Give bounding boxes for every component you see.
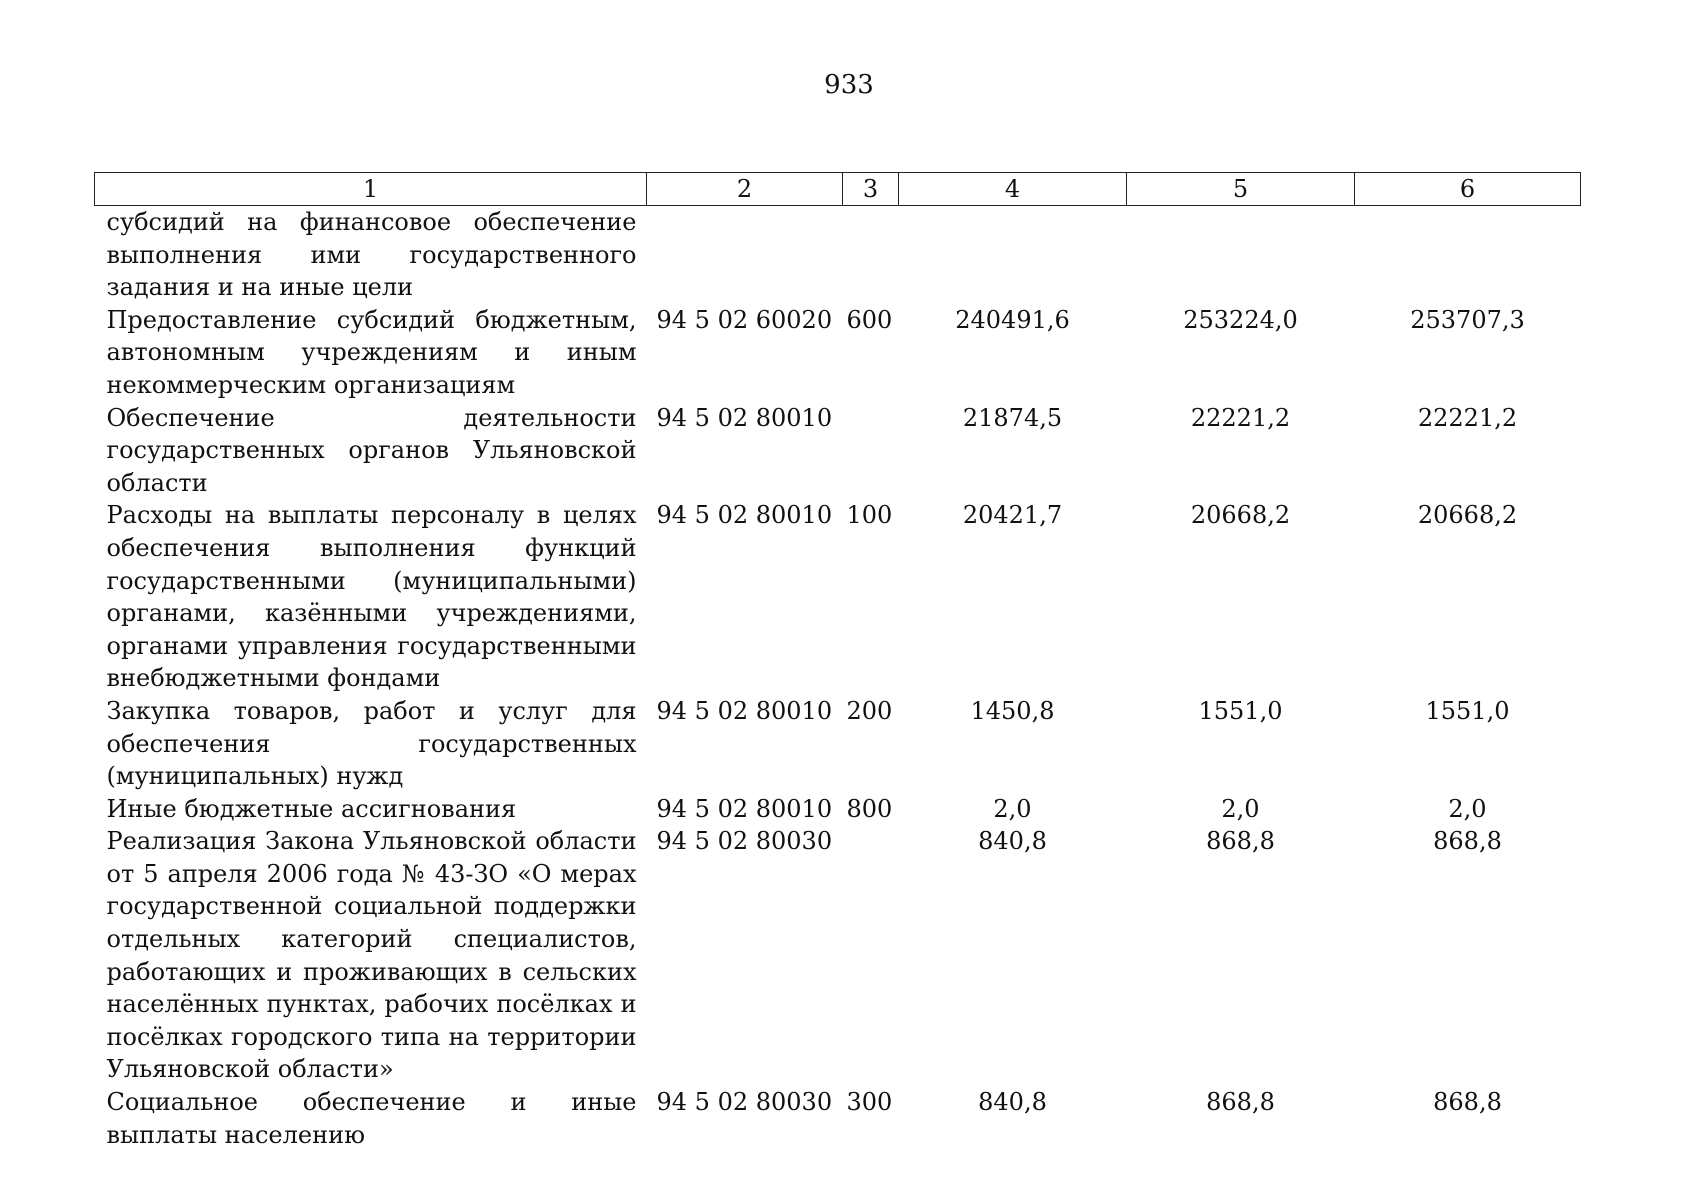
row-target-code: 94 5 02 80010 bbox=[656, 501, 833, 530]
row-value-col5: 868,8 bbox=[1206, 827, 1275, 856]
row-value-col5: 868,8 bbox=[1206, 1088, 1275, 1117]
table-row bbox=[95, 695, 1581, 793]
row-expense-type: 200 bbox=[846, 696, 893, 725]
row-target-code: 94 5 02 60020 bbox=[656, 305, 833, 334]
row-expense-type: 300 bbox=[846, 1088, 893, 1117]
row-value-col6: 1551,0 bbox=[1425, 696, 1510, 725]
row-target-code: 94 5 02 80010 bbox=[656, 696, 833, 725]
row-target-code: 94 5 02 80010 bbox=[656, 403, 833, 432]
table-row bbox=[95, 793, 1581, 826]
row-value-col5 bbox=[1127, 206, 1355, 304]
row-value-col5: 20668,2 bbox=[1190, 501, 1291, 530]
row-value-col4 bbox=[899, 206, 1127, 304]
row-value-col6: 2,0 bbox=[1448, 794, 1487, 823]
row-description: Обеспечение деятельности государственных органов Ульяновской области bbox=[106, 403, 637, 497]
table-row bbox=[95, 1086, 1581, 1151]
row-value-col6: 253707,3 bbox=[1410, 305, 1525, 334]
row-description: Предоставление субсидий бюджетным, автономным учреждениям и иным некоммерческим организациям bbox=[106, 305, 637, 399]
column-header: 2 bbox=[647, 173, 843, 206]
row-expense-type bbox=[843, 825, 899, 1086]
row-value-col6 bbox=[1355, 206, 1581, 304]
row-expense-type bbox=[843, 402, 899, 500]
row-value-col6: 22221,2 bbox=[1417, 403, 1518, 432]
budget-table bbox=[94, 172, 1581, 1151]
row-expense-type: 800 bbox=[846, 794, 893, 823]
row-description: Расходы на выплаты персоналу в целях обеспечения выполнения функций государственными (муниципальными) органами, казёнными учреждениями, органами управления государственными внебюджетными фондами bbox=[106, 501, 637, 693]
row-target-code: 94 5 02 80030 bbox=[656, 1088, 833, 1117]
row-target-code: 94 5 02 80010 bbox=[656, 794, 833, 823]
row-expense-type: 600 bbox=[846, 305, 893, 334]
header-row bbox=[95, 173, 1581, 206]
row-value-col5: 2,0 bbox=[1221, 794, 1260, 823]
row-value-col4: 20421,7 bbox=[962, 501, 1063, 530]
column-header: 1 bbox=[95, 173, 647, 206]
column-header: 3 bbox=[843, 173, 899, 206]
column-header: 6 bbox=[1355, 173, 1581, 206]
table-row bbox=[95, 304, 1581, 402]
row-value-col4: 240491,6 bbox=[955, 305, 1070, 334]
column-header: 4 bbox=[899, 173, 1127, 206]
row-value-col4: 840,8 bbox=[978, 1088, 1047, 1117]
row-value-col5: 22221,2 bbox=[1190, 403, 1291, 432]
table-row bbox=[95, 499, 1581, 695]
row-value-col6: 868,8 bbox=[1433, 827, 1502, 856]
row-value-col4: 21874,5 bbox=[962, 403, 1063, 432]
table-row bbox=[95, 206, 1581, 304]
row-value-col5: 1551,0 bbox=[1198, 696, 1283, 725]
column-header: 5 bbox=[1127, 173, 1355, 206]
row-value-col6: 20668,2 bbox=[1417, 501, 1518, 530]
row-value-col6: 868,8 bbox=[1433, 1088, 1502, 1117]
row-expense-type bbox=[843, 206, 899, 304]
row-description: Закупка товаров, работ и услуг для обеспечения государственных (муниципальных) нужд bbox=[106, 696, 637, 791]
row-value-col4: 840,8 bbox=[978, 827, 1047, 856]
row-description: Социальное обеспечение и иные выплаты населению bbox=[106, 1088, 637, 1149]
row-description: субсидий на финансовое обеспечение выполнения ими государственного задания и на иные цели bbox=[106, 208, 637, 302]
table-row bbox=[95, 825, 1581, 1086]
row-target-code: 94 5 02 80030 bbox=[656, 827, 833, 856]
page-number: 933 bbox=[824, 70, 874, 100]
row-expense-type: 100 bbox=[846, 501, 893, 530]
row-value-col5: 253224,0 bbox=[1183, 305, 1298, 334]
row-target-code bbox=[647, 206, 843, 304]
row-description: Иные бюджетные ассигнования bbox=[106, 794, 517, 823]
table-row bbox=[95, 402, 1581, 500]
table-body bbox=[95, 206, 1581, 1152]
row-description: Реализация Закона Ульяновской области от 5 апреля 2006 года № 43-ЗО «О мерах государственной социальной поддержки отдельных категорий специалистов, работающих и проживающих в сельских населённых пунктах, рабочих посёлках и посёлках городского типа на территории Ульяновской области» bbox=[106, 827, 637, 1084]
row-value-col4: 2,0 bbox=[993, 794, 1032, 823]
row-value-col4: 1450,8 bbox=[970, 696, 1055, 725]
table-header bbox=[95, 173, 1581, 206]
